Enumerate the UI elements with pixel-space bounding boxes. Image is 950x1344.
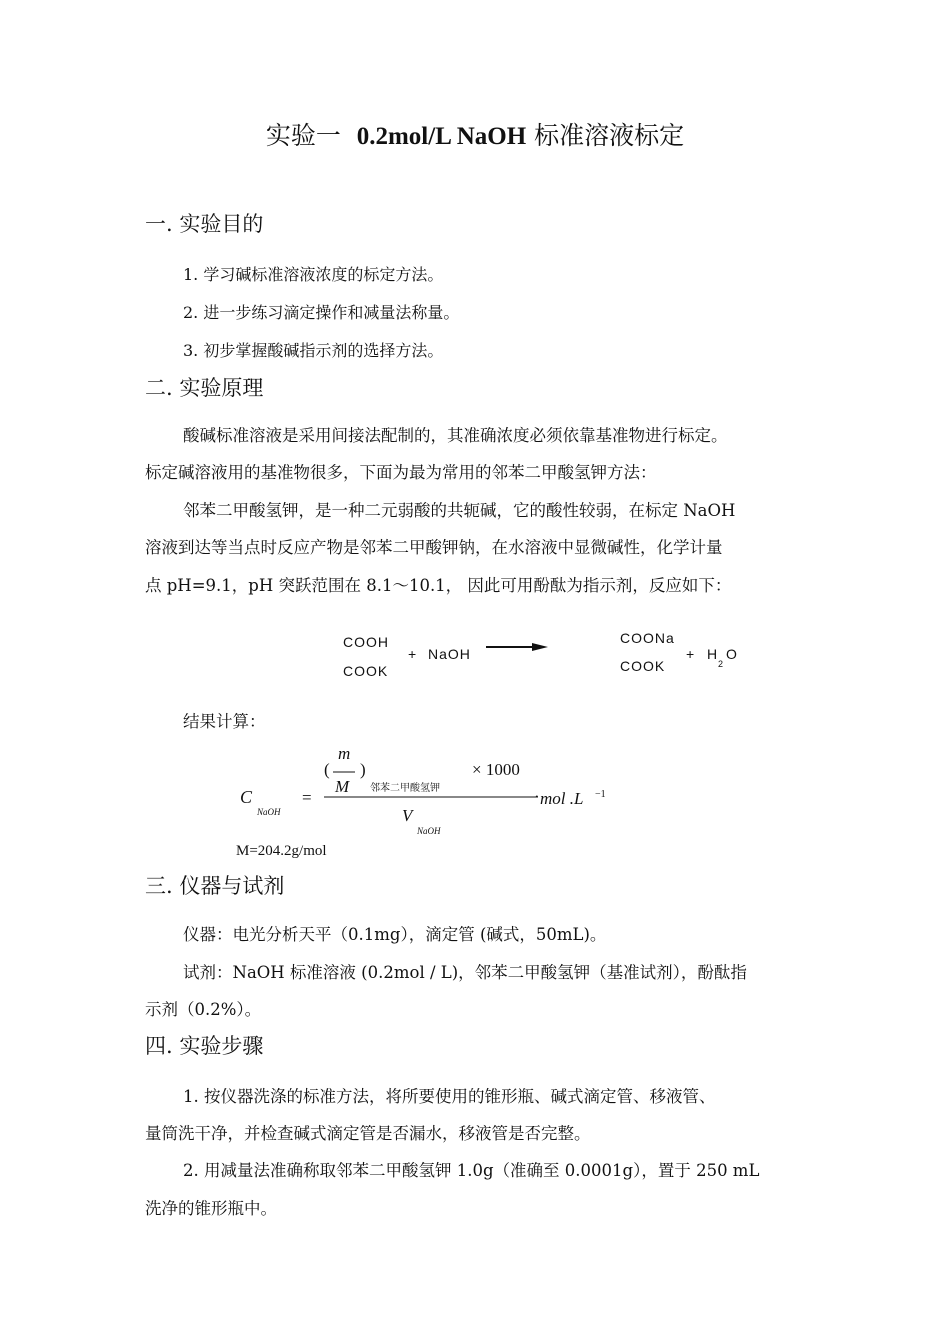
formula-unit-superscript: −1 [595, 789, 606, 800]
water-subscript: 2 [718, 659, 725, 669]
principle-p1-line2: 标定碱溶液用的基准物很多，下面为最为常用的邻苯二甲酸氢钾方法： [145, 463, 657, 482]
plus-sign-2: + [686, 646, 696, 662]
main-fraction-bar [324, 795, 538, 799]
section-4-heading: 四. 实验步骤 [145, 1034, 264, 1058]
formula-unit: mol .L [540, 789, 584, 808]
formula-v-subscript: NaOH [417, 826, 441, 836]
formula-equals: = [302, 788, 312, 807]
formula-m: m [338, 744, 351, 763]
objective-item-3: 3. 初步掌握酸碱指示剂的选择方法。 [183, 341, 444, 360]
inner-fraction-bar [333, 770, 355, 774]
title-suffix: 标准溶液标定 [534, 121, 685, 150]
formula-M: M [335, 777, 350, 796]
molar-mass-note: M=204.2g/mol [236, 843, 327, 859]
title-prefix: 实验一 [265, 121, 341, 150]
reaction-arrow-icon [486, 641, 550, 655]
formula-right-paren: ) [360, 760, 366, 779]
objective-item-1: 1. 学习碱标准溶液浓度的标定方法。 [183, 265, 444, 284]
objective-item-2: 2. 进一步练习滴定操作和减量法称量。 [183, 303, 460, 322]
formula-m-subscript: 邻苯二甲酸氢钾 [370, 783, 440, 794]
formula-c: C [240, 787, 253, 807]
principle-p2-line2: 溶液到达等当点时反应产物是邻苯二甲酸钾钠，在水溶液中显微碱性，化学计量 [145, 538, 723, 557]
step2-line2: 洗净的锥形瓶中。 [145, 1199, 277, 1218]
title-bold: 0.2mol/L NaOH [356, 123, 527, 150]
step2-line1: 2. 用减量法准确称取邻苯二甲酸氢钾 1.0g（准确至 0.0001g），置于 250 mL [183, 1161, 760, 1180]
section-1-heading: 一. 实验目的 [145, 212, 264, 236]
formula-left-paren: ( [324, 760, 330, 779]
formula-v: V [402, 806, 413, 825]
principle-p1-line1: 酸碱标准溶液是采用间接法配制的，其准确浓度必须依靠基准物进行标定。 [183, 426, 728, 445]
formula-times-1000: × 1000 [472, 760, 520, 779]
instruments-line: 仪器：电光分析天平（0.1mg），滴定管 (碱式，50mL)。 [183, 925, 607, 944]
reagent-naoh: NaOH [428, 646, 471, 662]
reactant-cooh: COOH [343, 634, 389, 650]
step1-line2: 量筒洗干净，并检查碱式滴定管是否漏水，移液管是否完整。 [145, 1124, 591, 1143]
reagents-line2: 示剂（0.2%）。 [145, 1000, 262, 1019]
water-h: H [707, 646, 719, 662]
calc-label: 结果计算： [183, 712, 266, 731]
principle-p2-line3: 点 pH=9.1，pH 突跃范围在 8.1～10.1， 因此可用酚酞为指示剂，反应如下： [145, 576, 732, 595]
product-coona: COONa [620, 630, 675, 646]
page-title [0, 116, 950, 152]
principle-p2-line1: 邻苯二甲酸氢钾，是一种二元弱酸的共轭碱，它的酸性较弱，在标定 NaOH [183, 501, 736, 520]
formula-dot: · [534, 787, 540, 806]
section-3-heading: 三. 仪器与试剂 [145, 874, 285, 898]
product-cook: COOK [620, 658, 666, 674]
reactant-cook: COOK [343, 663, 389, 679]
step1-line1: 1. 按仪器洗涤的标准方法，将所要使用的锥形瓶、碱式滴定管、移液管、 [183, 1087, 716, 1106]
formula-c-subscript: NaOH [257, 807, 281, 817]
reagents-line1: 试剂：NaOH 标准溶液 (0.2mol / L)，邻苯二甲酸氢钾（基准试剂），酚酞指 [183, 963, 747, 982]
water-o: O [726, 646, 738, 662]
plus-sign-1: + [408, 646, 418, 662]
section-2-heading: 二. 实验原理 [145, 376, 264, 400]
